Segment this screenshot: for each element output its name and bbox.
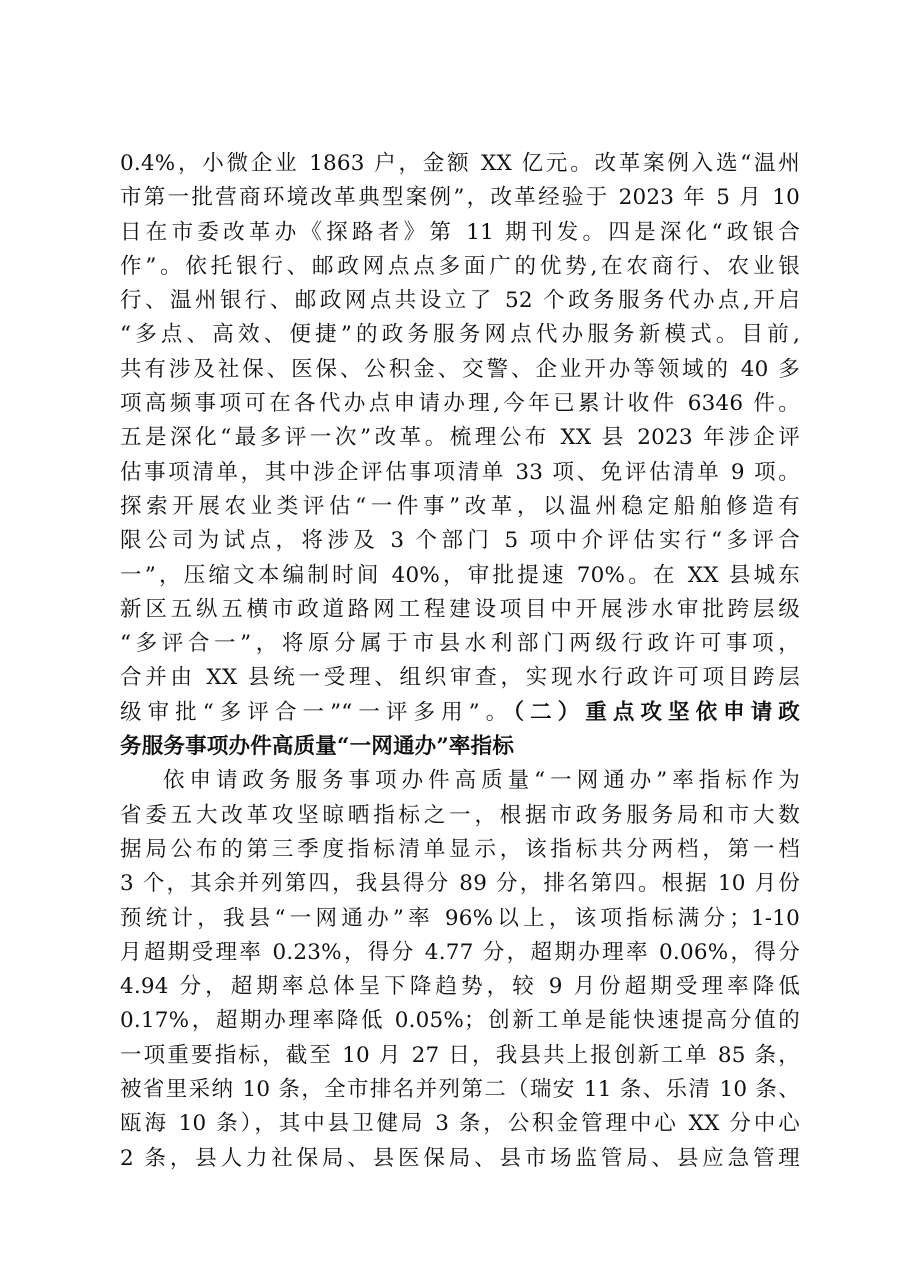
text-line: 一”，压缩文本编制时间 40%，审批提速 70%。在 XX 县城东 <box>120 562 800 588</box>
text-line: “多点、高效、便捷”的政务服务网点代办服务新模式。目前, <box>120 322 800 348</box>
text-line: 省委五大改革攻坚晾晒指标之一，根据市政务服务局和市大数 <box>120 802 800 828</box>
text-line-normal: 合并由 XX 县统一受理、组织审查，实现水行政许可项目跨层 <box>120 665 800 691</box>
section-heading-start: （二）重点攻坚依申请政 <box>513 699 800 725</box>
paragraph-reform-cases <box>120 147 800 764</box>
text-line: “多评合一”，将原分属于市县水利部门两级行政许可事项， <box>120 631 800 657</box>
text-line: 新区五纵五横市政道路网工程建设项目中开展涉水审批跨层级 <box>120 596 800 622</box>
text-line: 4.94 分，超期率总体呈下降趋势，较 9 月份超期受理率降低 <box>120 974 800 1000</box>
text-line: 0.4%，小微企业 1863 户，金额 XX 亿元。改革案例入选“温州 <box>120 151 800 176</box>
text-line: 日在市委改革办《探路者》第 11 期刊发。四是深化“政银合 <box>120 219 800 245</box>
text-line: 五是深化“最多评一次”改革。梳理公布 XX 县 2023 年涉企评 <box>120 425 800 451</box>
text-line: 共有涉及社保、医保、公积金、交警、企业开办等领域的 40 多 <box>120 356 800 382</box>
text-line: 依申请政务服务事项办件高质量“一网通办”率指标作为 <box>163 768 800 794</box>
text-line-normal: 级审批“多评合一”“一评多用”。 <box>120 699 514 725</box>
text-line: 据局公布的第三季度指标清单显示，该指标共分两档，第一档 <box>120 836 800 862</box>
text-line: 探索开展农业类评估“一件事”改革，以温州稳定船舶修造有 <box>120 493 800 519</box>
text-line: 市第一批营商环境改革典型案例”，改革经验于 2023 年 5 月 10 <box>120 185 800 211</box>
text-line: 被省里采纳 10 条，全市排名并列第二（瑞安 11 条、乐清 10 条、 <box>120 1077 800 1103</box>
text-line: 限公司为试点，将涉及 3 个部门 5 项中介评估实行“多评合 <box>120 528 800 554</box>
text-line: 作”。依托银行、邮政网点点多面广的优势,在农商行、农业银 <box>120 253 800 279</box>
text-line: 3 个，其余并列第四，我县得分 89 分，排名第四。根据 10 月份 <box>120 871 800 897</box>
text-line <box>120 661 800 695</box>
text-line: 预统计，我县“一网通办”率 96%以上，该项指标满分；1-10 <box>120 905 800 931</box>
text-line-with-heading <box>120 696 800 730</box>
text-line: 2 条，县人力社保局、县医保局、县市场监管局、县应急管理 <box>120 1145 800 1171</box>
text-line: 一项重要指标，截至 10 月 27 日，我县共上报创新工单 85 条， <box>120 1042 800 1068</box>
paragraph-one-network-indicator <box>120 764 800 1176</box>
text-line: 瓯海 10 条），其中县卫健局 3 条，公积金管理中心 XX 分中心 <box>120 1111 800 1137</box>
text-line: 0.17%，超期办理率降低 0.05%；创新工单是能快速提高分值的 <box>120 1008 800 1034</box>
text-line: 项高频事项可在各代办点申请办理,今年已累计收件 6346 件。 <box>120 391 800 417</box>
document-text-body <box>120 147 800 1176</box>
text-line: 月超期受理率 0.23%，得分 4.77 分，超期办理率 0.06%，得分 <box>120 939 800 965</box>
section-heading-end: 务服务事项办件高质量“一网通办”率指标 <box>120 734 515 760</box>
text-line: 行、温州银行、邮政网点共设立了 52 个政务服务代办点,开启 <box>120 288 800 314</box>
text-line: 估事项清单，其中涉企评估事项清单 33 项、免评估清单 9 项。 <box>120 459 800 485</box>
